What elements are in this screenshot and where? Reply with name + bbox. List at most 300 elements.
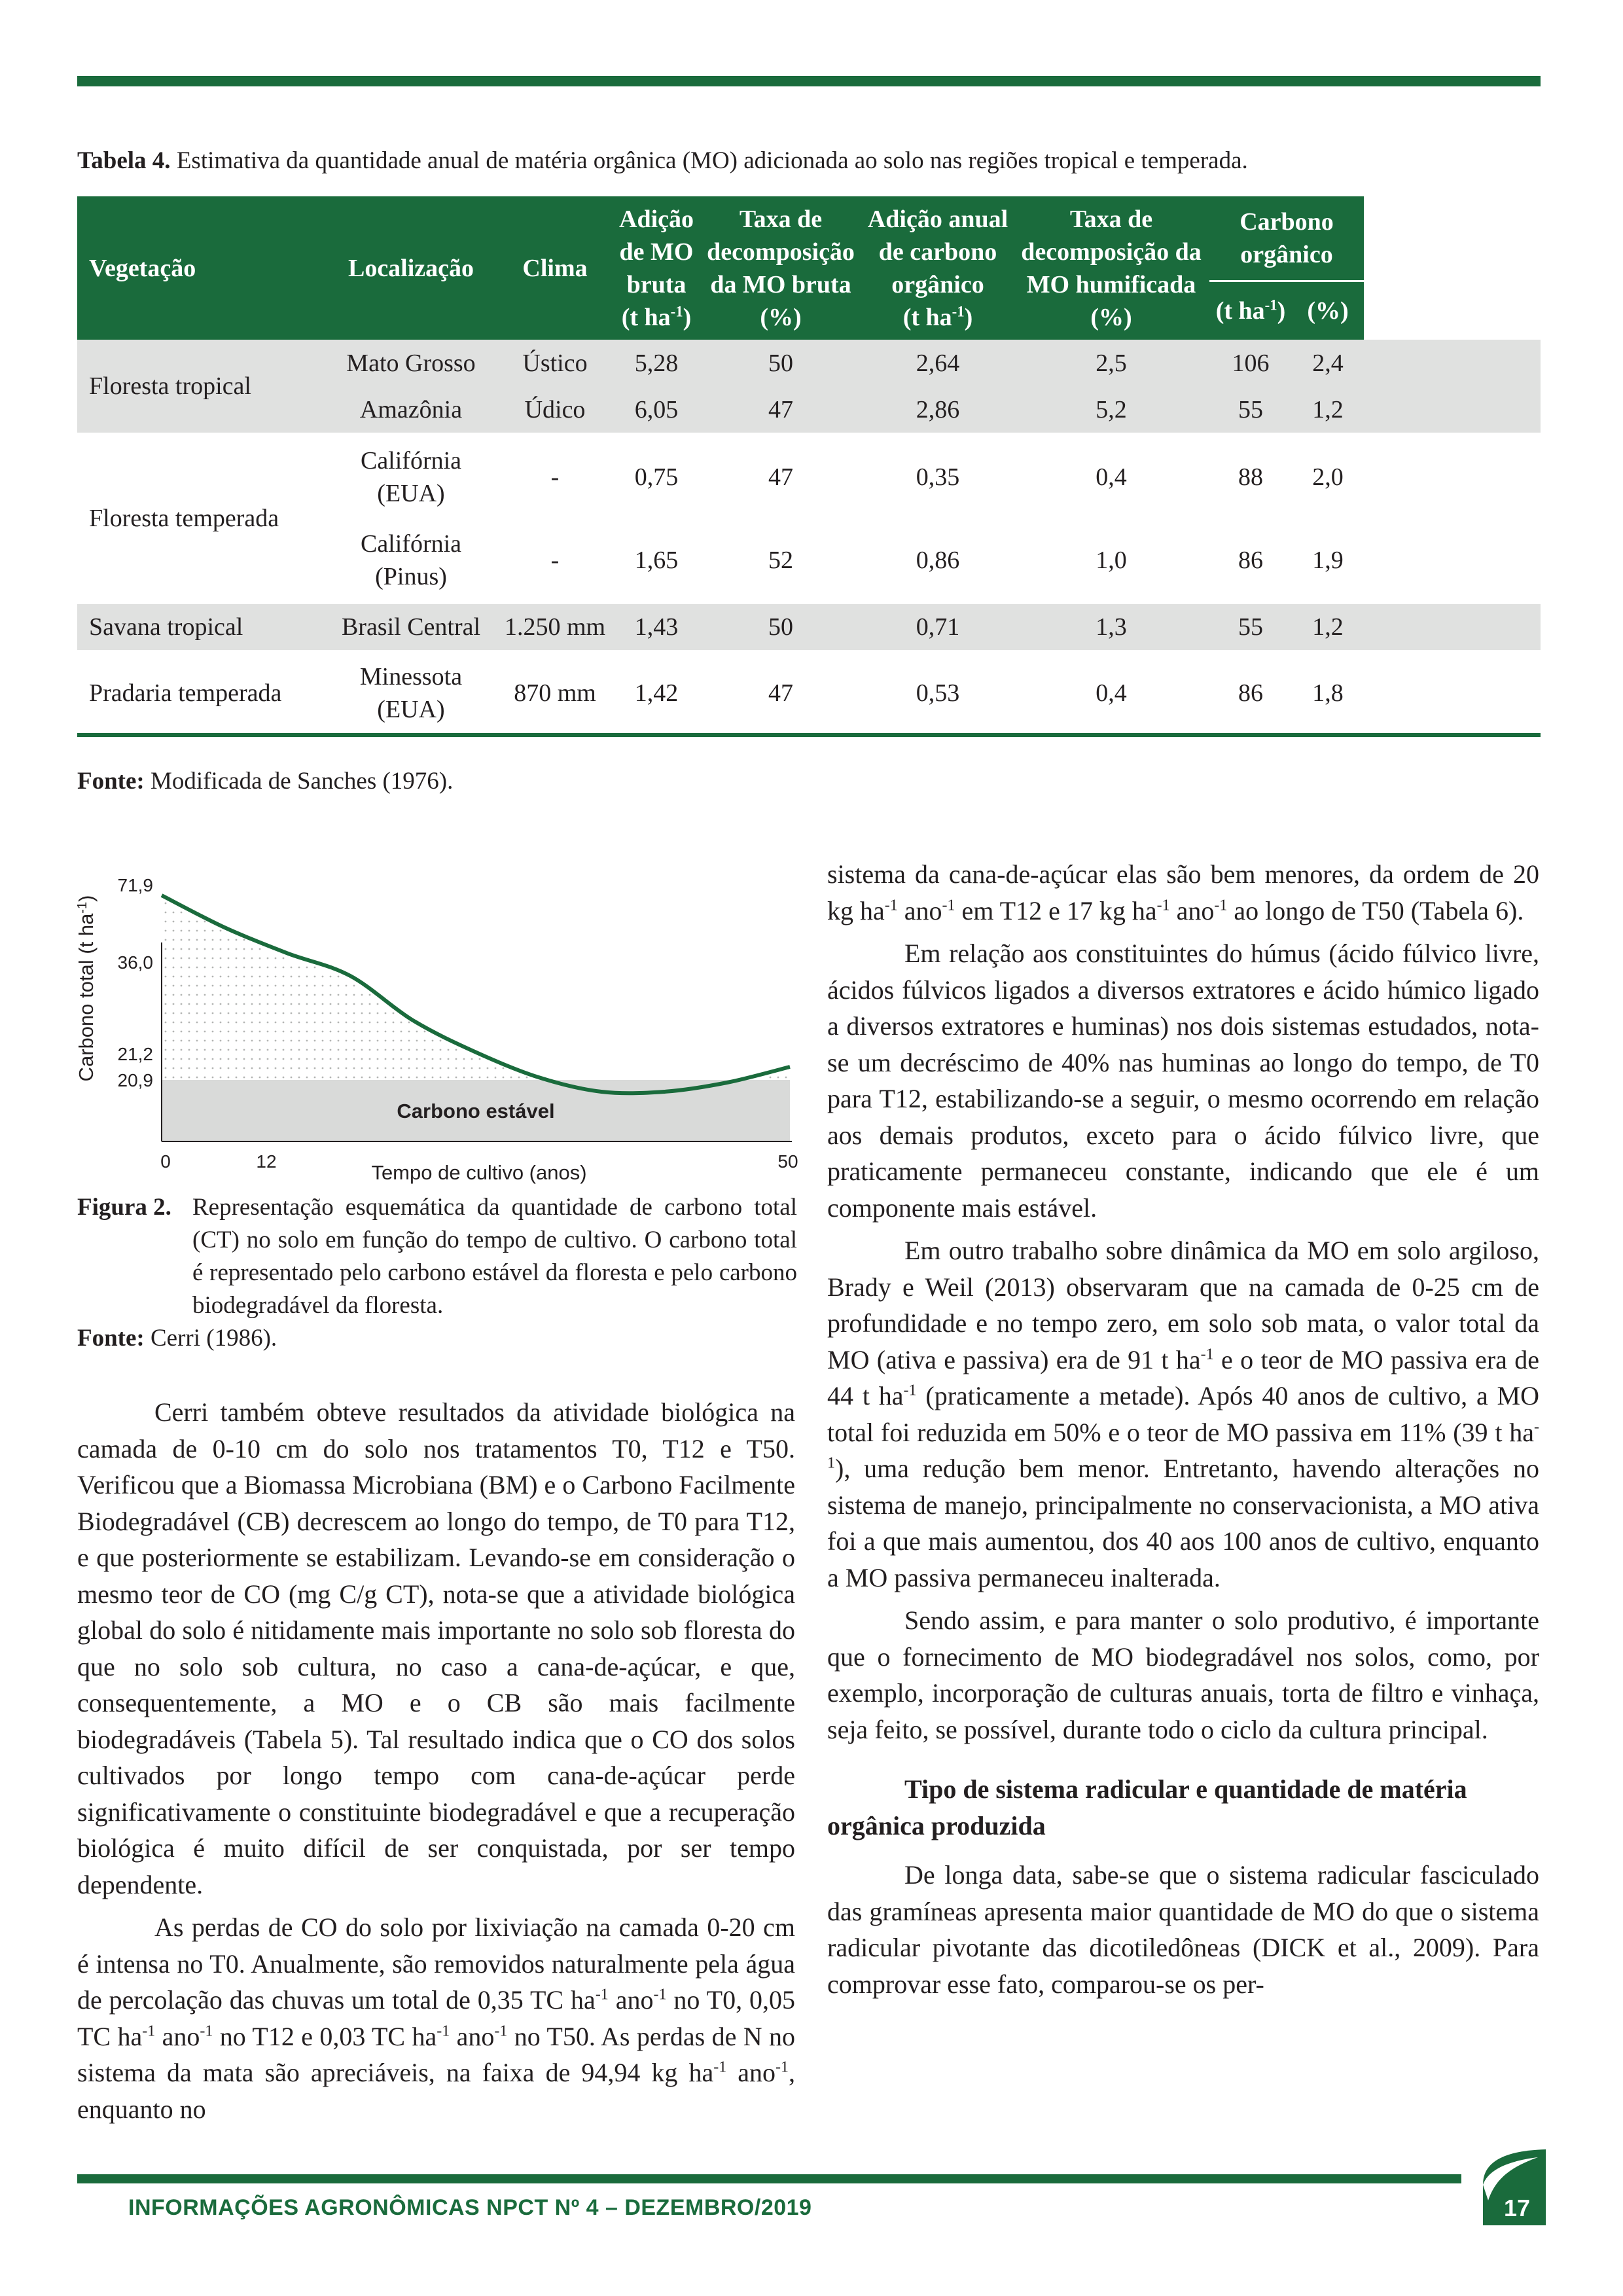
fill-dot (424, 1067, 426, 1069)
fill-dot (298, 985, 300, 987)
paragraph: As perdas de CO do solo por lixiviação na camada 0-20 cm é intensa no T0. Anualmente, são removidos naturalmente pela água de percolação das chuvas um total de 0,35 TC $ha^{-1}$ ano$^{-1}$ no T0, 0,05 TC $ha^{-1}$ ano$^{-1}$ no T12 e 0,03 TC $ha^{-1}$ ano$^{-1}$ no T50. As perdas de N no sistema da mata são apreciáveis, na faixa de 94,94 kg $ha^{-1}$ ano$^{-1}$, enquanto no (77, 1912, 796, 2124)
fill-dot (353, 1077, 355, 1079)
fill-dot (275, 1040, 277, 1042)
fill-dot (212, 1040, 214, 1042)
fill-dot (259, 1003, 261, 1005)
fill-dot (283, 985, 285, 987)
fill-dot (353, 994, 355, 996)
fill-dot (432, 1067, 434, 1069)
fill-dot (275, 1049, 277, 1051)
fill-dot (236, 1040, 238, 1042)
fill-dot (322, 1058, 324, 1060)
figure-caption-text: Representação esquemática da quantidade de carbono total (CT) no solo em função do tempo de cultivo. O carbono total é representado pelo carbono estável da floresta e pelo carbono biodegradável da floresta. (192, 1194, 797, 1319)
fill-dot (188, 1031, 190, 1033)
fill-dot (196, 1040, 198, 1042)
fill-dot (291, 994, 293, 996)
fill-dot (188, 1022, 190, 1024)
vegetation-cell: Floresta tropical (77, 340, 326, 434)
fill-dot (330, 1031, 332, 1033)
fill-dot (416, 1049, 418, 1051)
fill-dot (267, 1058, 269, 1060)
fill-dot (330, 1067, 332, 1069)
fill-dot (393, 1077, 395, 1079)
fill-dot (228, 948, 230, 950)
fill-dot (165, 903, 167, 905)
fill-dot (165, 1049, 167, 1051)
fill-dot (479, 1077, 481, 1079)
fill-dot (361, 1013, 363, 1014)
fill-dot (353, 1031, 355, 1033)
y-tick-label: 20,9 (117, 1070, 153, 1090)
fill-dot (298, 1077, 300, 1079)
fill-dot (455, 1058, 457, 1060)
header-vegetacao: Vegetação (77, 196, 326, 340)
fill-dot (236, 976, 238, 978)
fill-dot (322, 1040, 324, 1042)
fill-dot (212, 939, 214, 941)
fill-dot (455, 1067, 457, 1069)
fill-dot (275, 1013, 277, 1014)
header-taxa-decomposicao-bruta: Taxa de decomposição da MO bruta (%) (699, 196, 863, 340)
paragraph: Cerri também obteve resultados da atividade biológica na camada de 0-10 cm do solo nos tratamentos T0, T12 e T50. Verificou que a Biomassa Microbiana (BM) e o Carbono Facilmente Biodegradável (CB) decrescem ao longo do tempo, de T0 para T12, e que posteriormente se estabilizam. Levando-se em consideração o mesmo teor de CO (mg C/g CT), nota-se que a atividade biológica global do solo é nitidamente mais importante no solo sob floresta do que no solo sob cultura, no caso a cana-de-açúcar, e que, consequentemente, a MO e o CB são mais facilmente biodegradáveis (Tabela 5). Tal resultado indica que o CO dos solos cultivados por longo tempo com cana-de-açúcar perde significativamente o constituinte biodegradável e que a recuperação biológica é muito difícil de ser conquistada, por ser tempo dependente. (77, 1397, 795, 1899)
fill-dot (455, 1077, 457, 1079)
fill-dot (173, 958, 175, 960)
fill-dot (196, 939, 198, 941)
fill-dot (188, 1049, 190, 1051)
fill-dot (314, 1049, 316, 1051)
fill-dot (165, 958, 167, 960)
fill-dot (275, 1022, 277, 1024)
fill-dot (314, 1058, 316, 1060)
fill-dot (236, 1077, 238, 1079)
fill-dot (353, 1067, 355, 1069)
fill-dot (181, 994, 183, 996)
fill-dot (503, 1077, 505, 1079)
y-tick-label: 21,2 (117, 1044, 153, 1064)
fill-dot (346, 985, 348, 987)
fill-dot (353, 1013, 355, 1014)
fill-dot (251, 1003, 253, 1005)
fill-dot (228, 994, 230, 996)
fill-dot (361, 1003, 363, 1005)
fill-dot (377, 1077, 379, 1079)
fill-dot (385, 1049, 387, 1051)
fill-dot (408, 1022, 410, 1024)
fill-dot (291, 1058, 293, 1060)
fill-dot (275, 985, 277, 987)
table-4 (77, 196, 1541, 737)
paragraph: Em relação aos constituintes do húmus (ácido fúlvico livre, ácidos fúlvicos ligados a diversos extratores e ácido húmico ligado a diversos extratores e huminas) nos dois sistemas estudados, nota-se um decréscimo de 40% nas huminas ao longo do tempo, de T0 para T12, estabilizando-se a seguir, o mesmo ocorrendo em relação aos demais produtos, exceto para o ácido fúlvico livre, que praticamente permaneceu constante, indicando que ele é um componente mais estável. (827, 939, 1539, 1223)
fill-dot (377, 1040, 379, 1042)
journal-footer: INFORMAÇÕES AGRONÔMICAS NPCT Nº 4 – DEZEMBRO/2019 (128, 2195, 812, 2220)
fill-dot (432, 1077, 434, 1079)
fill-dot (432, 1058, 434, 1060)
fill-dot (314, 1003, 316, 1005)
figure-2-chart (72, 851, 805, 1191)
left-column (77, 1394, 795, 2127)
fill-dot (267, 1031, 269, 1033)
fill-dot (181, 1067, 183, 1069)
header-adicao-carbono: Adição anual de carbono orgânico (t $ha^{-1}$) (863, 196, 1013, 340)
fill-dot (259, 1031, 261, 1033)
fill-dot (204, 1049, 206, 1051)
fill-dot (346, 1022, 348, 1024)
fill-dot (471, 1058, 473, 1060)
fill-dot (346, 1013, 348, 1014)
fill-dot (393, 1058, 395, 1060)
fill-dot (330, 1013, 332, 1014)
fill-dot (188, 1013, 190, 1014)
fill-dot (346, 1003, 348, 1005)
fill-dot (314, 1031, 316, 1033)
fill-dot (259, 994, 261, 996)
fill-dot (401, 1077, 402, 1079)
fill-dot (291, 1003, 293, 1005)
fill-dot (236, 1003, 238, 1005)
fill-dot (212, 1077, 214, 1079)
table-caption (77, 145, 1543, 177)
fill-dot (236, 1013, 238, 1014)
fill-dot (338, 1031, 340, 1033)
fill-dot (220, 1049, 222, 1051)
fill-dot (236, 985, 238, 987)
fill-dot (377, 1031, 379, 1033)
fill-dot (220, 1067, 222, 1069)
header-carbono-organico: Carbono orgânico (1209, 196, 1364, 281)
fill-dot (393, 1067, 395, 1069)
fill-dot (220, 948, 222, 950)
table-caption-label: Tabela 4. (77, 147, 171, 174)
fill-dot (204, 1013, 206, 1014)
fill-dot (346, 1049, 348, 1051)
fill-dot (196, 958, 198, 960)
fill-dot (165, 967, 167, 969)
table-blank-column (1364, 196, 1541, 340)
fill-dot (228, 967, 230, 969)
fill-dot (243, 1040, 245, 1042)
fill-dot (212, 976, 214, 978)
fill-dot (298, 1067, 300, 1069)
fill-dot (228, 1049, 230, 1051)
fill-dot (338, 1067, 340, 1069)
fill-dot (338, 1049, 340, 1051)
fill-dot (236, 967, 238, 969)
fill-dot (306, 1077, 308, 1079)
fill-dot (346, 1031, 348, 1033)
fill-dot (181, 1058, 183, 1060)
x-tick-label: 12 (256, 1151, 277, 1172)
fill-dot (181, 1003, 183, 1005)
fill-dot (322, 1049, 324, 1051)
fill-dot (165, 994, 167, 996)
fill-dot (369, 1067, 371, 1069)
fill-dot (385, 1022, 387, 1024)
fill-dot (251, 994, 253, 996)
fill-dot (283, 958, 285, 960)
fill-dot (416, 1067, 418, 1069)
fill-dot (393, 1031, 395, 1033)
fill-dot (377, 1058, 379, 1060)
fill-dot (236, 994, 238, 996)
fill-dot (259, 958, 261, 960)
fill-dot (322, 976, 324, 978)
fill-dot (165, 930, 167, 932)
fill-dot (306, 1067, 308, 1069)
fill-dot (306, 1013, 308, 1014)
fill-dot (283, 967, 285, 969)
fill-dot (173, 1067, 175, 1069)
fill-dot (361, 994, 363, 996)
fill-dot (275, 1058, 277, 1060)
fill-dot (251, 958, 253, 960)
fill-dot (369, 1049, 371, 1051)
x-axis-title: Tempo de cultivo (anos) (371, 1161, 587, 1184)
fill-dot (298, 1058, 300, 1060)
fill-dot (322, 1031, 324, 1033)
fill-dot (188, 1058, 190, 1060)
fill-dot (196, 1013, 198, 1014)
fill-dot (424, 1040, 426, 1042)
fill-dot (267, 1022, 269, 1024)
fill-dot (204, 985, 206, 987)
table-source-text: Modificada de Sanches (1976). (144, 768, 454, 795)
fill-dot (204, 921, 206, 923)
fill-dot (196, 948, 198, 950)
fill-dot (463, 1077, 465, 1079)
fill-dot (322, 1022, 324, 1024)
fill-dot (471, 1077, 473, 1079)
fill-dot (188, 985, 190, 987)
fill-dot (440, 1077, 442, 1079)
fill-dot (291, 967, 293, 969)
fill-dot (165, 1058, 167, 1060)
fill-dot (173, 1077, 175, 1079)
fill-dot (330, 976, 332, 978)
y-tick-label: 71,9 (117, 875, 153, 895)
series-line (162, 895, 790, 1093)
fill-dot (408, 1077, 410, 1079)
fill-dot (361, 1067, 363, 1069)
fill-dot (377, 1013, 379, 1014)
fill-dot (259, 967, 261, 969)
fill-dot (212, 1067, 214, 1069)
fill-dot (298, 1013, 300, 1014)
fill-dot (479, 1067, 481, 1069)
fill-dot (181, 939, 183, 941)
fill-dot (220, 1022, 222, 1024)
fill-dot (188, 1003, 190, 1005)
fill-dot (165, 912, 167, 914)
fill-dot (322, 994, 324, 996)
fill-dot (267, 1003, 269, 1005)
fill-dot (188, 948, 190, 950)
fill-dot (291, 1067, 293, 1069)
fill-dot (196, 1067, 198, 1069)
fill-dot (173, 1013, 175, 1014)
fill-dot (181, 921, 183, 923)
fill-dot (369, 1058, 371, 1060)
fill-dot (259, 976, 261, 978)
fill-dot (424, 1031, 426, 1033)
fill-dot (196, 976, 198, 978)
fill-dot (314, 1077, 316, 1079)
fill-dot (298, 1040, 300, 1042)
fill-dot (181, 958, 183, 960)
fill-dot (204, 1022, 206, 1024)
fill-dot (314, 1067, 316, 1069)
fill-dot (275, 967, 277, 969)
fill-dot (338, 976, 340, 978)
fill-dot (785, 1077, 787, 1079)
fill-dot (369, 1003, 371, 1005)
fill-dot (196, 1058, 198, 1060)
fill-dot (440, 1049, 442, 1051)
fill-dot (393, 1022, 395, 1024)
fill-dot (228, 1031, 230, 1033)
fill-dot (243, 948, 245, 950)
fill-dot (385, 1040, 387, 1042)
fill-dot (236, 1067, 238, 1069)
fill-dot (291, 1031, 293, 1033)
fill-dot (165, 976, 167, 978)
fill-dot (220, 1003, 222, 1005)
fill-dot (346, 1040, 348, 1042)
fill-dot (314, 967, 316, 969)
fill-dot (377, 1049, 379, 1051)
fill-dot (173, 967, 175, 969)
fill-dot (228, 1067, 230, 1069)
fill-dot (275, 1067, 277, 1069)
fill-dot (251, 985, 253, 987)
fill-dot (259, 1067, 261, 1069)
fill-dot (204, 994, 206, 996)
fill-dot (283, 1003, 285, 1005)
fill-dot (385, 1077, 387, 1079)
fill-dot (165, 1003, 167, 1005)
fill-dot (495, 1077, 497, 1079)
fill-dot (212, 1022, 214, 1024)
fill-dot (243, 1022, 245, 1024)
table-row: Floresta tropical Mato Grosso Ústico 5,28 50 2,64 2,5 106 2,4 (77, 340, 1541, 387)
fill-dot (212, 930, 214, 932)
fill-dot (267, 1077, 269, 1079)
paragraph: sistema da cana-de-açúcar elas são bem menores, da ordem de 20 kg $ha^{-1}$ ano$^{-1}$ em T12 e 17 kg $ha^{-1}$ ano$^{-1}$ ao longo de T50 (Tabela 6). (827, 859, 1539, 925)
fill-dot (338, 1022, 340, 1024)
fill-dot (369, 1022, 371, 1024)
y-tick-label: 36,0 (117, 952, 153, 973)
fill-dot (251, 1058, 253, 1060)
fill-dot (251, 967, 253, 969)
fill-dot (228, 939, 230, 941)
fill-dot (188, 1040, 190, 1042)
fill-dot (204, 958, 206, 960)
fill-dot (251, 948, 253, 950)
fill-dot (314, 1040, 316, 1042)
fill-dot (228, 985, 230, 987)
fill-dot (503, 1067, 505, 1069)
fill-dot (338, 985, 340, 987)
page-number: 17 (1503, 2195, 1531, 2221)
fill-dot (220, 1077, 222, 1079)
fill-dot (377, 1022, 379, 1024)
header-carbono-pct: (%) (1292, 281, 1364, 340)
fill-dot (377, 1003, 379, 1005)
fill-dot (401, 1058, 402, 1060)
fill-dot (220, 976, 222, 978)
fill-dot (283, 1013, 285, 1014)
fill-dot (346, 1077, 348, 1079)
fill-dot (259, 1040, 261, 1042)
fill-dot (173, 985, 175, 987)
fill-dot (298, 1022, 300, 1024)
fill-dot (338, 994, 340, 996)
fill-dot (196, 1031, 198, 1033)
fill-dot (338, 1040, 340, 1042)
fill-dot (243, 1058, 245, 1060)
fill-dot (401, 1040, 402, 1042)
fill-dot (212, 1031, 214, 1033)
fill-dot (369, 994, 371, 996)
fill-dot (173, 930, 175, 932)
fill-dot (188, 994, 190, 996)
table-source (77, 766, 453, 797)
fill-dot (283, 1031, 285, 1033)
fill-dot (416, 1031, 418, 1033)
fill-dot (338, 1013, 340, 1014)
fill-dot (361, 1022, 363, 1024)
fill-dot (173, 939, 175, 941)
fill-dot (181, 1022, 183, 1024)
fill-dot (173, 1031, 175, 1033)
fill-dot (448, 1049, 450, 1051)
fill-dot (330, 1040, 332, 1042)
fill-dot (165, 939, 167, 941)
fill-dot (188, 921, 190, 923)
fill-dot (251, 1067, 253, 1069)
fill-dot (306, 1022, 308, 1024)
fill-dot (353, 1003, 355, 1005)
fill-dot (306, 1003, 308, 1005)
fill-dot (173, 948, 175, 950)
fill-dot (416, 1040, 418, 1042)
fill-dot (236, 1049, 238, 1051)
fill-dot (165, 921, 167, 923)
fill-dot (228, 976, 230, 978)
fill-dot (291, 985, 293, 987)
fill-dot (181, 1031, 183, 1033)
fill-dot (463, 1067, 465, 1069)
fill-dot (243, 976, 245, 978)
fill-dot (188, 939, 190, 941)
fill-dot (306, 1031, 308, 1033)
bottom-rule (77, 2174, 1461, 2183)
fill-dot (393, 1040, 395, 1042)
fill-dot (204, 1077, 206, 1079)
fill-dot (283, 1058, 285, 1060)
fill-dot (259, 1058, 261, 1060)
fill-dot (385, 1031, 387, 1033)
fill-dot (188, 967, 190, 969)
fill-dot (243, 967, 245, 969)
fill-dot (173, 1049, 175, 1051)
fill-dot (204, 1003, 206, 1005)
fill-dot (165, 1031, 167, 1033)
fill-dot (322, 1003, 324, 1005)
fill-dot (330, 1077, 332, 1079)
fill-dot (298, 1049, 300, 1051)
fill-dot (204, 930, 206, 932)
fill-dot (353, 1022, 355, 1024)
